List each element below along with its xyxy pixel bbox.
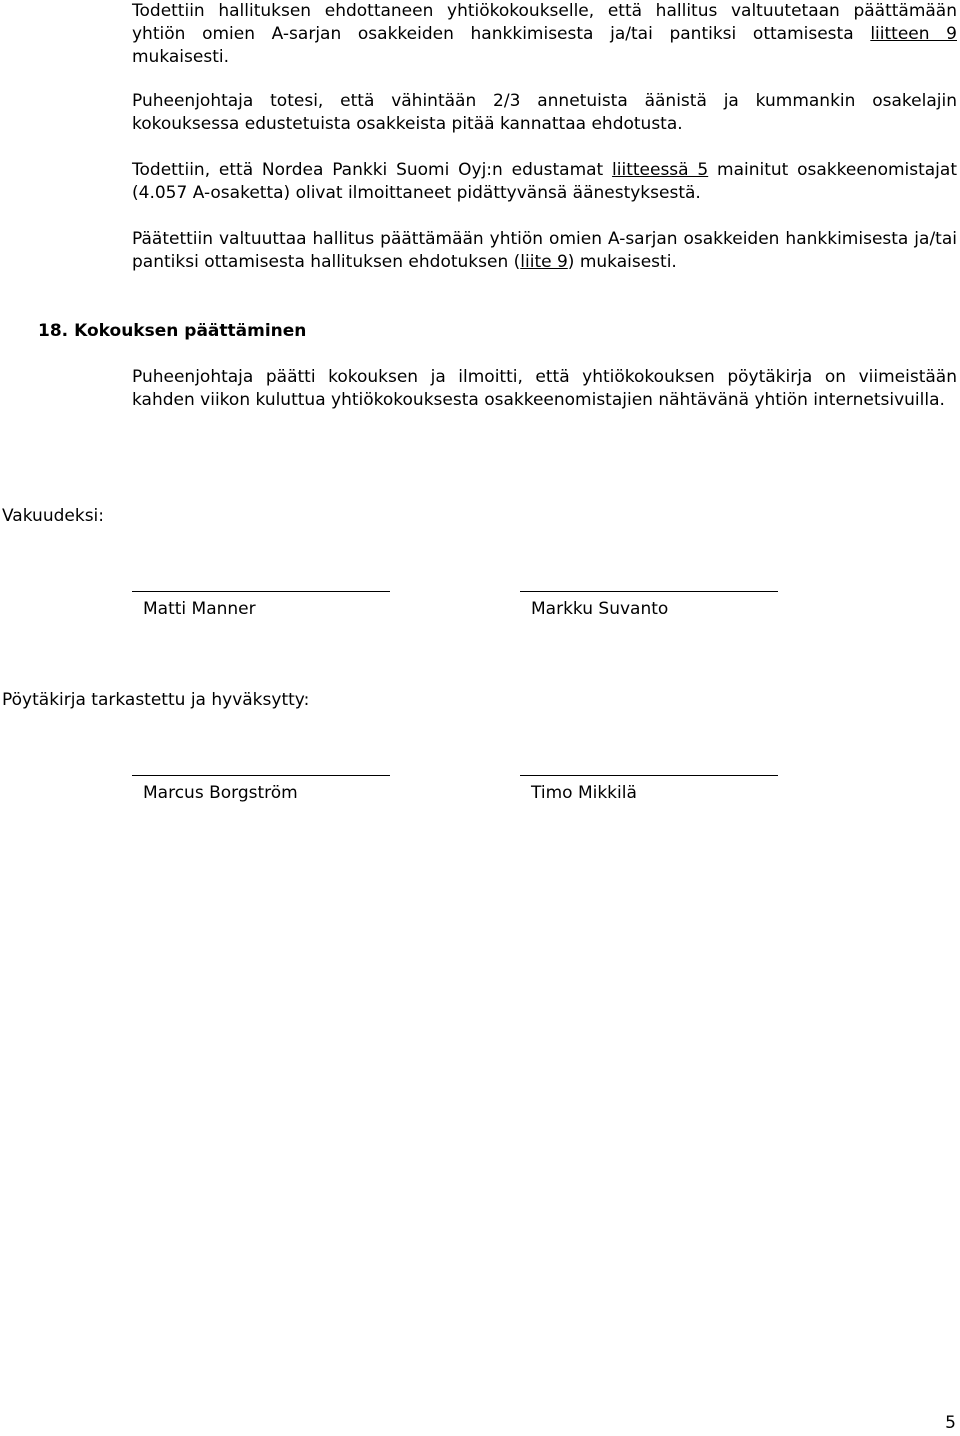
section-heading bbox=[38, 320, 306, 343]
signatory-name: Matti Manner bbox=[143, 599, 256, 619]
attachment-reference-link: liitteen 9 bbox=[870, 24, 957, 44]
signatory-name: Timo Mikkilä bbox=[531, 783, 637, 803]
signature-block bbox=[520, 591, 778, 621]
signature-line bbox=[132, 775, 390, 776]
paragraph-text: Todettiin hallituksen ehdottaneen yhtiökokoukselle, että hallitus valtuutetaan päättämään yhtiön omien A-sarjan osakkeiden hankkimisesta ja/tai pantiksi ottamisesta bbox=[132, 1, 957, 44]
section-title: Kokouksen päättäminen bbox=[74, 321, 307, 341]
section-number: 18. bbox=[38, 321, 69, 341]
paragraph-text: mainitut osakkeenomistajat (4.057 A-osaketta) olivat ilmoittaneet pidättyvänsä äänestyksestä. bbox=[132, 160, 957, 203]
paragraph-text: Päätettiin valtuuttaa hallitus päättämään yhtiön omien A-sarjan osakkeiden hankkimisesta ja/tai pantiksi ottamisesta hallituksen ehdotuksen ( bbox=[132, 229, 957, 272]
signature-line bbox=[520, 775, 778, 776]
signature-line bbox=[520, 591, 778, 592]
signature-line bbox=[132, 591, 390, 592]
paragraph-closing: Puheenjohtaja päätti kokouksen ja ilmoitti, että yhtiökokouksen pöytäkirja on viimeistään kahden viikon kuluttua yhtiökokouksesta osakkeenomistajien nähtävänä yhtiön internetsivuilla. bbox=[132, 367, 957, 410]
page-number: 5 bbox=[945, 1413, 956, 1433]
attachment-reference-link: liite 9 bbox=[520, 252, 568, 272]
tarkastettu-label: Pöytäkirja tarkastettu ja hyväksytty: bbox=[2, 690, 310, 710]
paragraph-abstaining-shareholders bbox=[132, 159, 957, 205]
paragraph-authorization-proposal bbox=[132, 0, 957, 69]
signatory-name: Marcus Borgström bbox=[143, 783, 298, 803]
paragraph-text: Todettiin, että Nordea Pankki Suomi Oyj:n edustamat bbox=[132, 160, 613, 180]
paragraph-text: mukaisesti. bbox=[132, 47, 229, 67]
attachment-reference-link: liitteessä 5 bbox=[612, 160, 709, 180]
signature-block bbox=[132, 775, 390, 805]
paragraph-decision bbox=[132, 228, 957, 274]
signatory-name: Markku Suvanto bbox=[531, 599, 669, 619]
paragraph-majority-requirement: Puheenjohtaja totesi, että vähintään 2/3 annetuista äänistä ja kummankin osakelajin kokouksessa edustetuista osakkeista pitää kannattaa ehdotusta. bbox=[132, 91, 957, 134]
signature-block bbox=[132, 591, 390, 621]
paragraph-text: ) mukaisesti. bbox=[567, 252, 677, 272]
vakuudeksi-label: Vakuudeksi: bbox=[2, 506, 104, 526]
signature-block bbox=[520, 775, 778, 805]
